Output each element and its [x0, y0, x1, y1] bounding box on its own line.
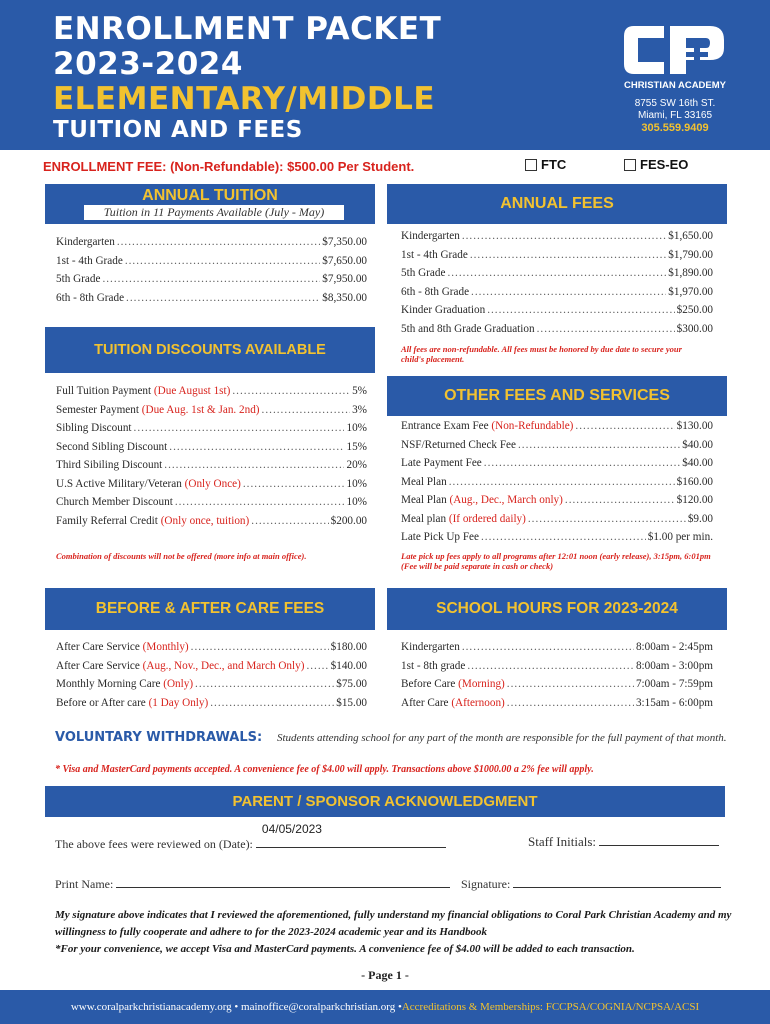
list-item: After Care (Afternoon) ..... 3:15am - 6:00pm [401, 697, 713, 716]
date-label: The above fees were reviewed on (Date): [55, 837, 253, 851]
list-item: Church Member Discount ..... 10% [56, 496, 367, 515]
acknowledgment-title: PARENT / SPONSOR ACKNOWLEDGMENT [232, 793, 538, 810]
date-field[interactable] [256, 822, 446, 848]
tuition-list [56, 236, 367, 310]
print-name-label: Print Name: [55, 877, 114, 891]
footer-contact[interactable]: www.coralparkchristianacademy.org • mainoffice@coralparkchristian.org • [70, 1001, 402, 1013]
list-item: 6th - 8th Grade ..... $1,970.00 [401, 286, 713, 305]
other-fees-heading [387, 376, 727, 416]
tuition-subtitle: Tuition in 11 Payments Available (July - May) [84, 205, 344, 220]
list-item: Kindergarten ..... 8:00am - 2:45pm [401, 641, 713, 660]
list-item: U.S Active Military/Veteran (Only Once) ..... 10% [56, 478, 367, 497]
fes-eo-option[interactable] [624, 157, 688, 172]
list-item: Kinder Graduation ..... $250.00 [401, 304, 713, 323]
list-item: Late Pick Up Fee ..... $1.00 per min. [401, 531, 713, 550]
list-item: Family Referral Credit (Only once, tuition) ..... $200.00 [56, 515, 367, 534]
list-item: Late Payment Fee ..... $40.00 [401, 457, 713, 476]
list-item: Semester Payment (Due Aug. 1st & Jan. 2nd) ..... 3% [56, 404, 367, 423]
title-line-2: 2023-2024 [53, 46, 243, 82]
phone-number: 305.559.9409 [641, 122, 709, 134]
acknowledgment-paragraph [55, 907, 735, 958]
discounts-title: TUITION DISCOUNTS AVAILABLE [94, 342, 326, 358]
visa-note: * Visa and MasterCard payments accepted. A convenience fee of $4.00 will apply. Transactions above $1000.00 a 2% fee will apply. [55, 764, 594, 775]
fes-eo-label: FES-EO [640, 157, 689, 172]
list-item: Kindergarten ..... $1,650.00 [401, 230, 713, 249]
staff-row [528, 834, 719, 850]
other-fees-title: OTHER FEES AND SERVICES [444, 387, 670, 404]
list-item: Meal Plan ..... $160.00 [401, 476, 713, 495]
list-item: 1st - 8th grade ..... 8:00am - 3:00pm [401, 660, 713, 679]
school-logo-icon [620, 18, 730, 82]
annual-fees-list [401, 230, 713, 341]
list-item: 5th and 8th Grade Graduation ..... $300.00 [401, 323, 713, 342]
title-line-4: TUITION AND FEES [53, 117, 303, 143]
footer-bar [0, 990, 770, 1024]
date-row [55, 822, 446, 852]
date-value: 04/05/2023 [261, 822, 322, 836]
care-fees-heading [45, 588, 375, 630]
ftc-option[interactable] [525, 157, 566, 172]
acknowledgment-text-1: My signature above indicates that I reviewed the aforementioned, fully understand my financial obligations to Coral Park Christian Academy and my willingness to fully cooperate and adhere to for the 2023-2024 academic year and its Handbook [55, 909, 732, 938]
print-name-field[interactable] [116, 876, 450, 888]
list-item: 5th Grade ..... $7,950.00 [56, 273, 367, 292]
list-item: Before or After care (1 Day Only) ..... $15.00 [56, 697, 367, 716]
list-item: 5th Grade ..... $1,890.00 [401, 267, 713, 286]
list-item: After Care Service (Monthly) ..... $180.00 [56, 641, 367, 660]
school-hours-title: SCHOOL HOURS FOR 2023-2024 [436, 600, 678, 617]
school-hours-heading [387, 588, 727, 630]
acknowledgment-heading [45, 786, 725, 817]
annual-fees-note: All fees are non-refundable. All fees must be honored by due date to secure your child's placement. [401, 344, 682, 364]
care-fees-list [56, 641, 367, 715]
list-item: Meal plan (If ordered daily) ..... $9.00 [401, 513, 713, 532]
title-line-3: ELEMENTARY/MIDDLE [53, 81, 436, 117]
acknowledgment-text-2: *For your convenience, we accept Visa and MasterCard payments. A convenience fee of $4.00 will be added to each transaction. [55, 943, 635, 955]
footer-accreditations: Accreditations & Memberships: FCCPSA/COGNIA/NCPSA/ACSI [401, 1001, 700, 1013]
list-item: Sibling Discount ..... 10% [56, 422, 367, 441]
staff-initials-field[interactable] [599, 834, 719, 846]
annual-fees-title: ANNUAL FEES [500, 195, 614, 212]
title-line-1: ENROLLMENT PACKET [53, 11, 442, 47]
page-number: - Page 1 - [361, 968, 409, 982]
signature-field[interactable] [513, 876, 721, 888]
annual-fees-heading [387, 184, 727, 224]
enrollment-fee: ENROLLMENT FEE: (Non-Refundable): $500.00 Per Student. [43, 159, 415, 174]
print-name-row [55, 876, 450, 892]
list-item: Meal Plan (Aug., Dec., March only) ..... $120.00 [401, 494, 713, 513]
other-fees-list [401, 420, 713, 550]
list-item: Before Care (Morning) ..... 7:00am - 7:59pm [401, 678, 713, 697]
signature-row [461, 876, 721, 892]
list-item: Third Sibiling Discount ..... 20% [56, 459, 367, 478]
ftc-checkbox[interactable] [525, 159, 537, 171]
list-item: Entrance Exam Fee (Non-Refundable) ..... $130.00 [401, 420, 713, 439]
address-line-2: Miami, FL 33165 [637, 110, 713, 121]
list-item: 6th - 8th Grade ..... $8,350.00 [56, 292, 367, 311]
withdrawals-text: Students attending school for any part of the month are responsible for the full payment of that month. [277, 732, 727, 744]
school-name: CHRISTIAN ACADEMY [623, 80, 727, 91]
discounts-list [56, 385, 367, 533]
address-line-1: 8755 SW 16th ST. [634, 98, 716, 109]
other-fees-note: Late pick up fees apply to all programs after 12:01 noon (early release), 3:15pm, 6:01pm (Fee will be paid separate in cash or check) [401, 551, 711, 571]
header-banner [0, 0, 770, 150]
fes-eo-checkbox[interactable] [624, 159, 636, 171]
withdrawals-heading: VOLUNTARY WITHDRAWALS: [55, 730, 263, 745]
list-item: Second Sibling Discount ..... 15% [56, 441, 367, 460]
list-item: 1st - 4th Grade ..... $1,790.00 [401, 249, 713, 268]
care-fees-title: BEFORE & AFTER CARE FEES [95, 600, 325, 617]
ftc-label: FTC [541, 157, 567, 172]
staff-initials-label: Staff Initials: [528, 834, 597, 849]
school-hours-list [401, 641, 713, 715]
signature-label: Signature: [461, 877, 511, 891]
discounts-note: Combination of discounts will not be offered (more info at main office). [56, 551, 307, 561]
list-item: Full Tuition Payment (Due August 1st) ..... 5% [56, 385, 367, 404]
list-item: Monthly Morning Care (Only) ..... $75.00 [56, 678, 367, 697]
list-item: NSF/Returned Check Fee ..... $40.00 [401, 439, 713, 458]
discounts-heading [45, 327, 375, 373]
list-item: Kindergarten ..... $7,350.00 [56, 236, 367, 255]
list-item: 1st - 4th Grade ..... $7,650.00 [56, 255, 367, 274]
list-item: After Care Service (Aug., Nov., Dec., and March Only) ..... $140.00 [56, 660, 367, 679]
annual-tuition-title: ANNUAL TUITION [142, 187, 278, 204]
